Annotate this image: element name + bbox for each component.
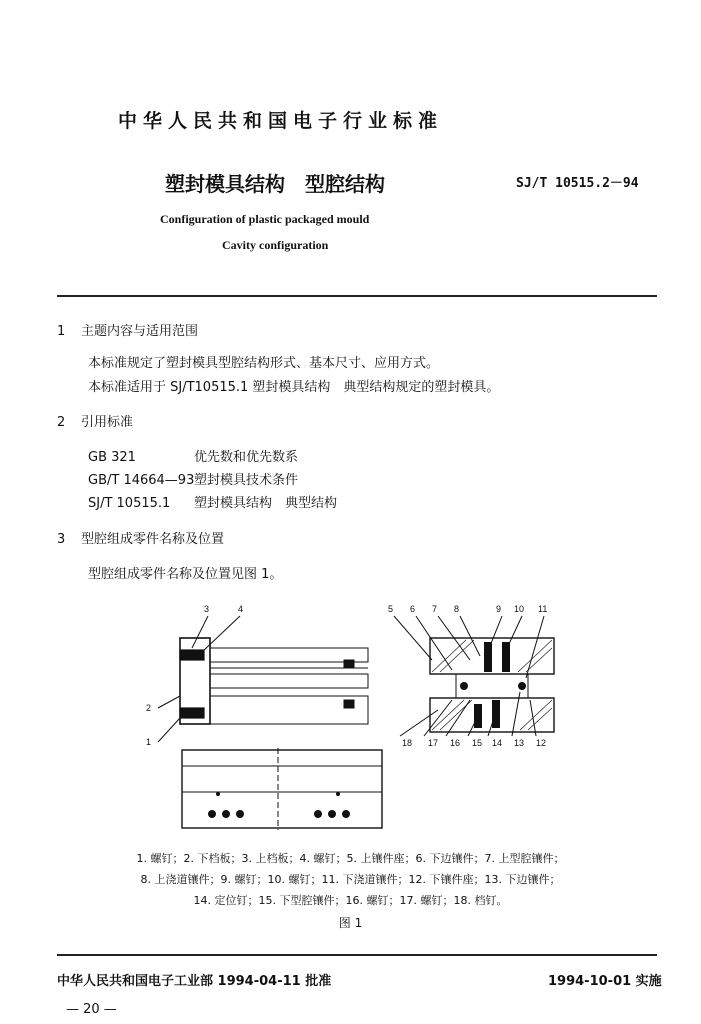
- part-label: 5: [388, 604, 394, 614]
- part-label: 12: [536, 738, 547, 748]
- top-rule: [57, 295, 657, 297]
- implementation-date: 1994-10-01 实施: [548, 974, 662, 989]
- section-3-heading: [57, 528, 224, 547]
- leader-line: [202, 616, 240, 652]
- bolt-head: [344, 700, 354, 708]
- reference-name: 优先数和优先数系: [194, 450, 299, 465]
- figure-caption-line-3: 14. 定位钉；15. 下型腔镶件；16. 螺钉；17. 螺钉；18. 档钉。: [193, 894, 508, 907]
- section-number: 1: [57, 324, 66, 339]
- reference-name: 塑封模具技术条件: [194, 473, 299, 488]
- leader-line: [158, 718, 180, 742]
- part-label: 6: [410, 604, 416, 614]
- reference-item: [88, 469, 298, 488]
- section-title: 型腔组成零件名称及位置: [81, 532, 225, 547]
- part-label: 3: [204, 604, 210, 614]
- part-label: 1: [146, 737, 152, 747]
- section-title: 主题内容与适用范围: [81, 324, 199, 339]
- part-label: 7: [432, 604, 438, 614]
- section-1-paragraph-1: 本标准规定了塑封模具型腔结构形式、基本尺寸、应用方式。: [88, 356, 440, 371]
- part-label: 15: [472, 738, 483, 748]
- figure-caption-line-2: 8. 上浇道镶件；9. 螺钉；10. 螺钉；11. 下浇道镶件；12. 下镶件座；13. 下边镶件；: [140, 873, 561, 886]
- leader-lines-right: [394, 616, 544, 736]
- bottom-rule: [57, 954, 657, 956]
- mould-cavity-drawing: [140, 600, 580, 832]
- page-number: — 20 —: [66, 1002, 117, 1017]
- lower-bar: [210, 674, 368, 688]
- section-1-heading: [57, 320, 198, 339]
- standard-code: SJ/T 10515.2－94: [516, 176, 639, 191]
- figure-number: 图 1: [338, 916, 363, 930]
- part-label: 10: [514, 604, 525, 614]
- reference-code: GB/T 14664—93: [88, 473, 195, 488]
- standard-header: 中华人民共和国电子行业标准: [118, 110, 444, 132]
- bolt-head: [344, 660, 354, 668]
- section-title: 引用标准: [81, 415, 134, 430]
- leader-line: [192, 616, 208, 648]
- document-title: 塑封模具结构 型腔结构: [165, 172, 385, 196]
- part-label: 11: [538, 604, 548, 614]
- screws-left: [180, 650, 204, 718]
- plan-holes: [208, 792, 350, 818]
- part-label: 17: [428, 738, 439, 748]
- section-2-heading: [57, 411, 133, 430]
- figure-caption-line-1: 1. 螺钉；2. 下档板；3. 上档板；4. 螺钉；5. 上镶件座；6. 下边镶件；7. 上型腔镶件；: [136, 852, 565, 865]
- section-number: 2: [57, 415, 66, 430]
- reference-name: 塑封模具结构 典型结构: [194, 496, 338, 511]
- english-title-1: Configuration of plastic packaged mould: [160, 212, 370, 226]
- reference-code: SJ/T 10515.1: [88, 496, 171, 511]
- reference-code: GB 321: [88, 450, 136, 465]
- leader-line: [158, 696, 180, 708]
- approval-text: 中华人民共和国电子工业部 1994-04-11 批准: [57, 974, 332, 989]
- section-1-paragraph-2: 本标准适用于 SJ/T10515.1 塑封模具结构 典型结构规定的塑封模具。: [88, 380, 500, 395]
- reference-item: [88, 446, 298, 465]
- part-label: 13: [514, 738, 525, 748]
- part-label: 14: [492, 738, 503, 748]
- part-label: 18: [402, 738, 413, 748]
- part-label: 4: [238, 604, 244, 614]
- english-title-2: Cavity configuration: [222, 238, 329, 252]
- section-3-paragraph-1: 型腔组成零件名称及位置见图 1。: [88, 567, 283, 582]
- section-number: 3: [57, 532, 66, 547]
- part-label: 9: [496, 604, 502, 614]
- part-label: 16: [450, 738, 461, 748]
- part-label: 8: [454, 604, 460, 614]
- reference-item: [88, 492, 337, 511]
- part-label: 2: [146, 703, 152, 713]
